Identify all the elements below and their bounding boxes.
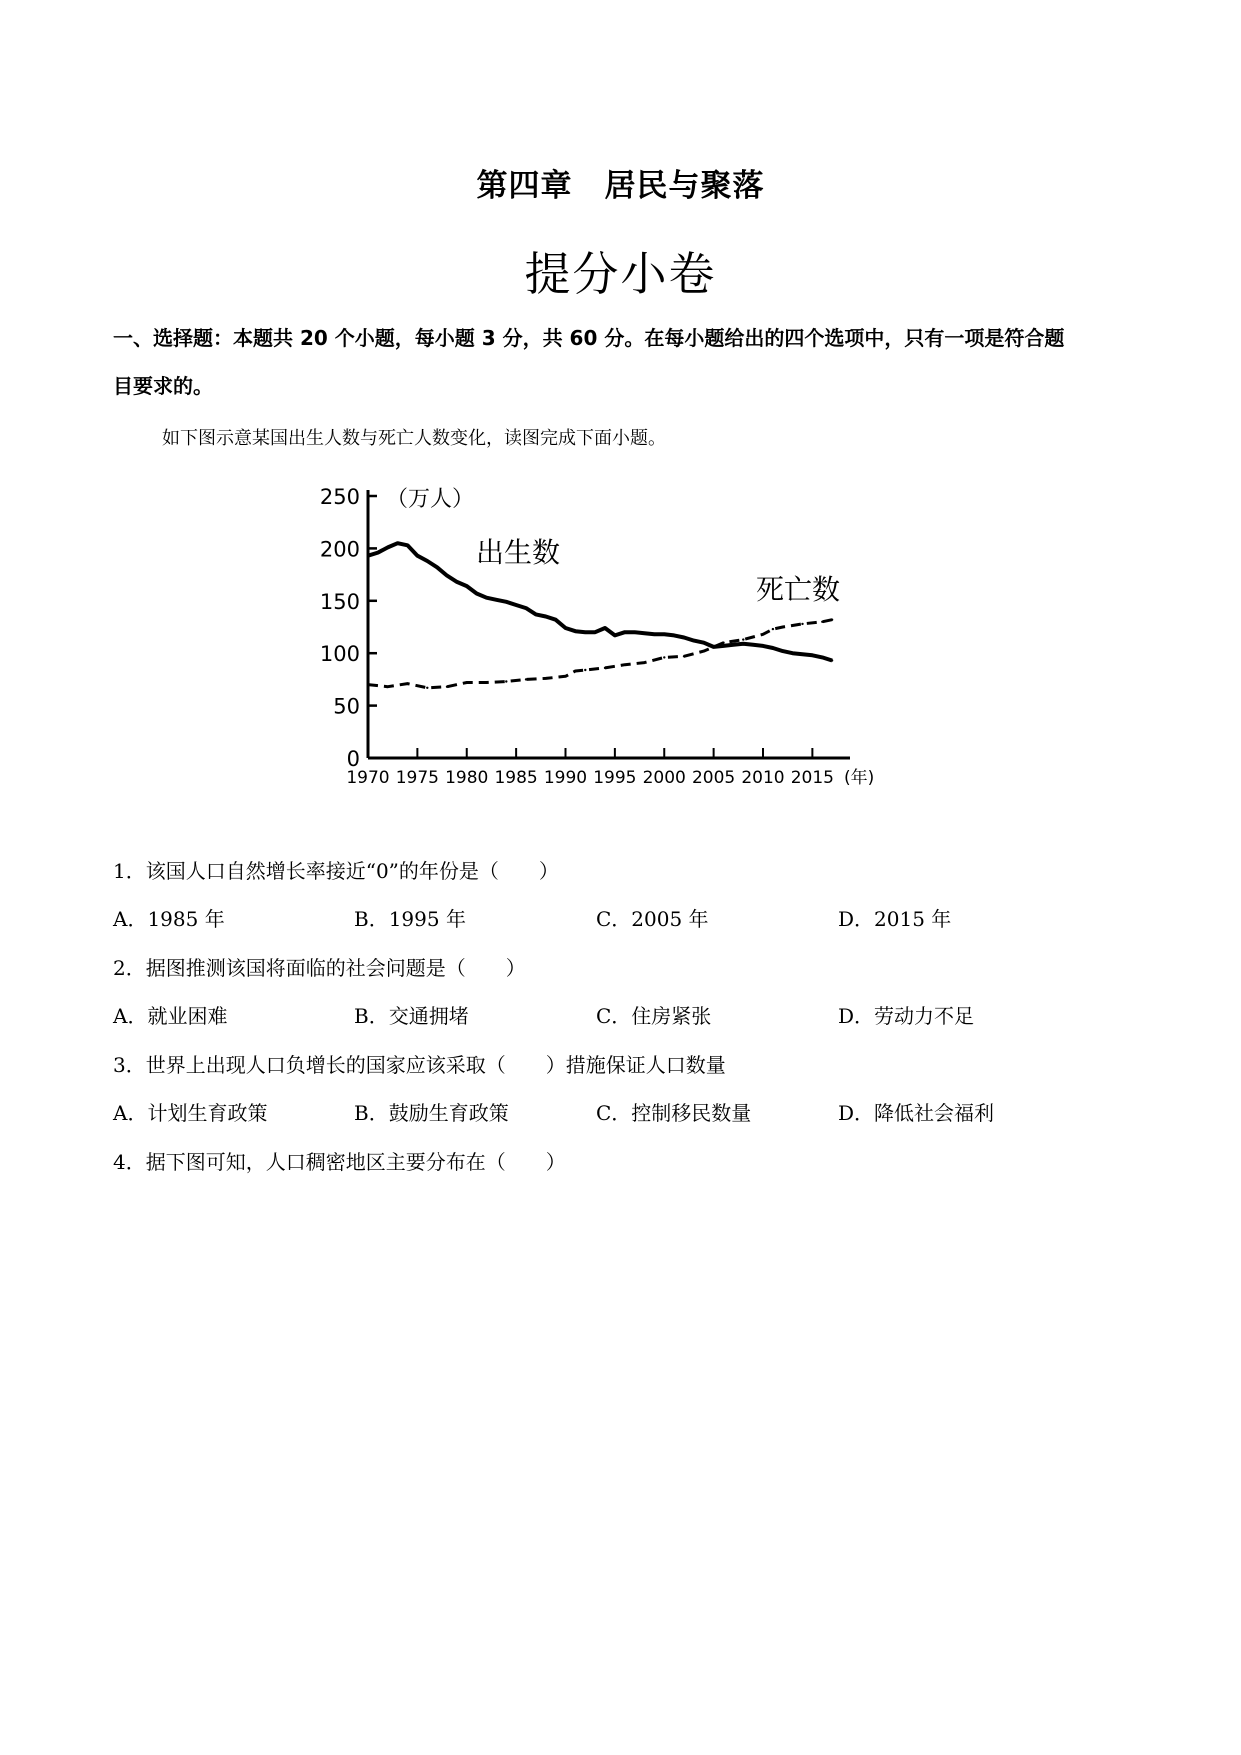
chapter-heading: 第四章 居民与聚落 (476, 168, 765, 204)
data-point-2 (762, 633, 764, 635)
data-point-2 (446, 686, 448, 688)
data-point-1 (436, 566, 438, 568)
question-3-option-b[interactable]: B．鼓励生育政策 (354, 1101, 509, 1125)
chart-intro: 如下图示意某国出生人数与死亡人数变化，读图完成下面小题。 (162, 428, 666, 449)
data-point-1 (683, 636, 685, 638)
data-point-1 (831, 659, 833, 661)
data-point-1 (673, 634, 675, 636)
data-point-2 (367, 683, 369, 685)
x-tick-label: 2015 (790, 768, 835, 788)
data-point-2 (525, 678, 527, 680)
x-tick-label: 1990 (543, 768, 588, 788)
question-3-option-d[interactable]: D．降低社会福利 (838, 1101, 995, 1125)
data-point-1 (584, 631, 586, 633)
data-point-2 (426, 687, 428, 689)
x-tick-label: 2005 (691, 768, 736, 788)
data-point-2 (722, 642, 724, 644)
data-point-1 (456, 581, 458, 583)
y-tick-label: 0 (346, 747, 360, 771)
question-1-option-d[interactable]: D．2015 年 (838, 907, 952, 931)
data-point-2 (574, 670, 576, 672)
data-point-2 (683, 655, 685, 657)
data-point-2 (387, 686, 389, 688)
data-point-2 (831, 619, 833, 621)
data-point-1 (703, 642, 705, 644)
data-point-1 (821, 656, 823, 658)
data-point-1 (614, 634, 616, 636)
data-point-1 (495, 599, 497, 601)
data-point-2 (821, 621, 823, 623)
section-instructions-line2: 目要求的。 (113, 374, 213, 398)
y-tick-label: 50 (333, 694, 360, 719)
data-point-2 (604, 667, 606, 669)
x-tick-label: 1975 (395, 768, 440, 788)
y-tick-label: 100 (319, 642, 360, 667)
data-point-1 (604, 627, 606, 629)
data-point-1 (387, 546, 389, 548)
question-2-option-c[interactable]: C．住房紧张 (596, 1004, 712, 1028)
question-2-option-b[interactable]: B．交通拥堵 (354, 1004, 469, 1028)
data-point-1 (446, 574, 448, 576)
data-point-2 (584, 669, 586, 671)
data-point-2 (703, 650, 705, 652)
data-point-1 (791, 652, 793, 654)
question-1-option-c[interactable]: C．2005 年 (596, 907, 709, 931)
data-point-1 (772, 647, 774, 649)
data-point-2 (643, 661, 645, 663)
question-2-stem: 2．据图推测该国将面临的社会问题是（ ） (113, 956, 526, 980)
section-instructions-line1: 一、选择题：本题共 20 个小题，每小题 3 分，共 60 分。在每小题给出的四个选项中，只有一项是符合题 (113, 326, 1065, 350)
data-point-1 (564, 627, 566, 629)
data-point-1 (466, 585, 468, 587)
data-point-2 (742, 638, 744, 640)
data-point-2 (406, 682, 408, 684)
data-point-1 (377, 551, 379, 553)
data-point-1 (811, 654, 813, 656)
data-point-1 (722, 645, 724, 647)
data-point-2 (663, 656, 665, 658)
question-4-stem: 4．据下图可知，人口稠密地区主要分布在（ ） (113, 1150, 566, 1174)
data-point-1 (396, 542, 398, 544)
data-point-1 (554, 619, 556, 621)
question-1-option-a[interactable]: A．1985 年 (113, 907, 225, 931)
series-label-birth: 出生数 (476, 536, 561, 569)
data-point-2 (801, 623, 803, 625)
x-tick-label: 1985 (494, 768, 538, 788)
y-tick-label: 200 (319, 537, 360, 562)
data-point-1 (643, 632, 645, 634)
x-tick-label: 1980 (445, 768, 489, 788)
x-tick-label: 1995 (593, 768, 637, 788)
page-title: 提分小卷 (524, 247, 717, 301)
data-point-1 (693, 639, 695, 641)
data-point-2 (772, 628, 774, 630)
data-point-2 (624, 664, 626, 666)
question-3-option-c[interactable]: C．控制移民数量 (596, 1101, 752, 1125)
data-point-1 (624, 631, 626, 633)
data-point-1 (525, 607, 527, 609)
x-unit-label: (年) (844, 768, 875, 788)
data-point-2 (782, 626, 784, 628)
question-1-option-b[interactable]: B．1995 年 (354, 907, 466, 931)
x-tick-label: 1970 (346, 768, 390, 788)
y-unit-label: （万人） (386, 487, 475, 512)
data-point-1 (426, 560, 428, 562)
data-point-1 (515, 604, 517, 606)
data-point-1 (545, 615, 547, 617)
question-3-stem: 3．世界上出现人口负增长的国家应该采取（ ）措施保证人口数量 (113, 1053, 726, 1077)
data-point-1 (752, 644, 754, 646)
question-2-option-a[interactable]: A．就业困难 (113, 1004, 228, 1028)
data-point-1 (535, 613, 537, 615)
question-3-option-a[interactable]: A．计划生育政策 (113, 1101, 268, 1125)
data-point-1 (663, 633, 665, 635)
data-point-1 (782, 650, 784, 652)
data-point-1 (653, 633, 655, 635)
data-point-2 (564, 675, 566, 677)
data-point-1 (801, 653, 803, 655)
data-point-1 (762, 645, 764, 647)
question-2-option-d[interactable]: D．劳动力不足 (838, 1004, 975, 1028)
data-point-1 (406, 544, 408, 546)
data-point-2 (466, 681, 468, 683)
data-point-1 (367, 555, 369, 557)
data-point-1 (485, 597, 487, 599)
y-tick-label: 250 (319, 485, 360, 509)
data-point-2 (545, 677, 547, 679)
data-point-1 (633, 631, 635, 633)
data-point-1 (742, 643, 744, 645)
data-point-1 (732, 644, 734, 646)
x-tick-label: 2010 (741, 768, 785, 788)
data-point-2 (505, 680, 507, 682)
x-tick-label: 2000 (642, 768, 686, 788)
data-point-1 (574, 630, 576, 632)
population-chart (300, 470, 940, 800)
question-1-stem: 1．该国人口自然增长率接近“0”的年份是（ ） (113, 859, 559, 883)
data-point-1 (505, 601, 507, 603)
y-tick-label: 150 (319, 589, 360, 614)
data-point-1 (594, 631, 596, 633)
data-point-1 (475, 592, 477, 594)
series-label-death: 死亡数 (756, 573, 841, 606)
data-point-1 (416, 555, 418, 557)
data-point-2 (485, 681, 487, 683)
